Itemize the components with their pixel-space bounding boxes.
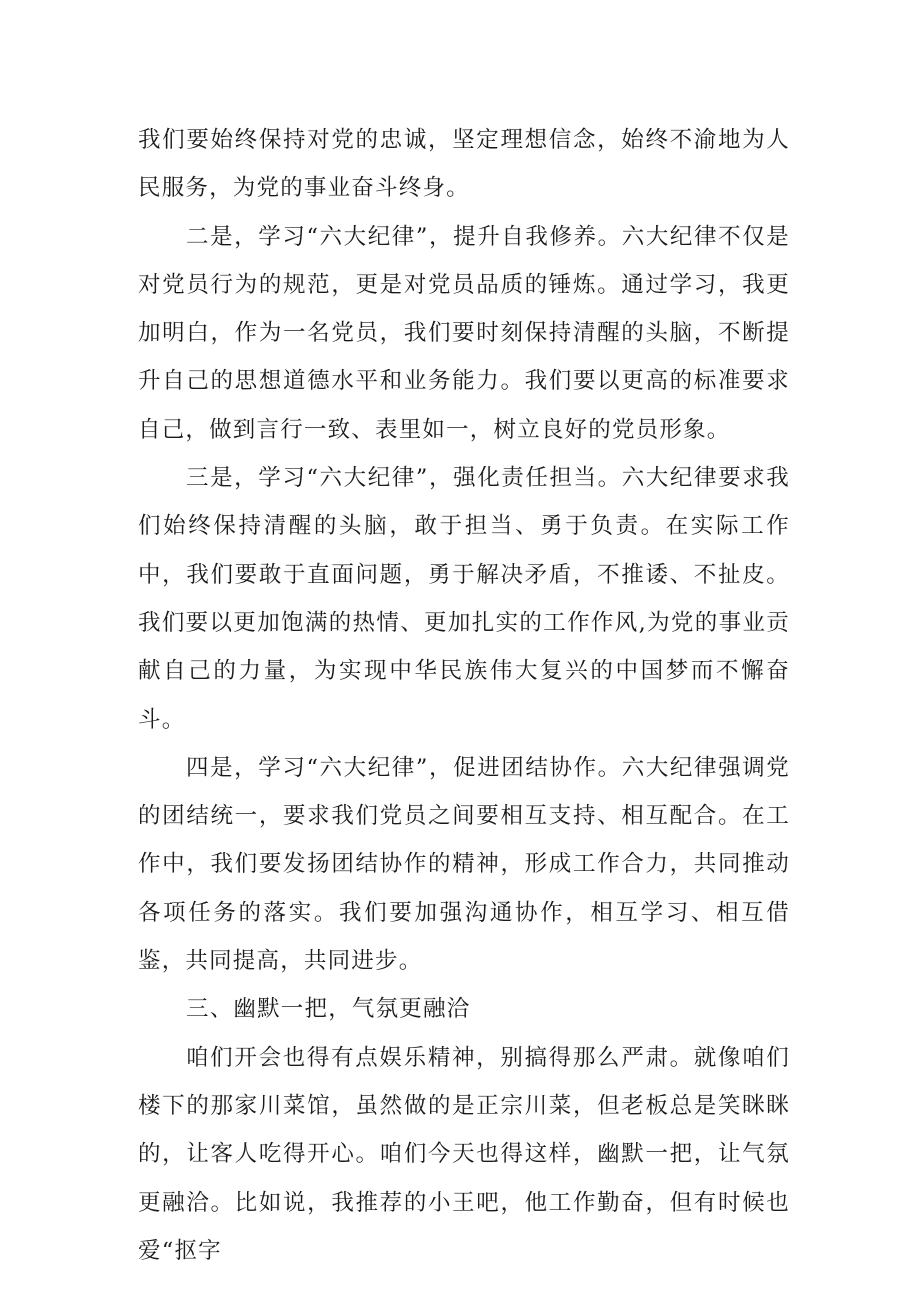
paragraph-humor: 咱们开会也得有点娱乐精神，别搞得那么严肃。就像咱们楼下的那家川菜馆，虽然做的是正宗川菜，但老板总是笑眯眯的，让客人吃得开心。咱们今天也得这样，幽默一把，让气氛更融洽。比如说，我推荐的小王吧，他工作勤奋，但有时候也爱“抠字 <box>138 1044 790 1264</box>
paragraph-responsibility: 三是，学习“六大纪律”，强化责任担当。六大纪律要求我们始终保持清醒的头脑，敢于担当、勇于负责。在实际工作中，我们要敢于直面问题，勇于解决矛盾，不推诿、不扯皮。我们要以更加饱满的热情、更加扎实的工作作风,为党的事业贡献自己的力量，为实现中华民族伟大复兴的中国梦而不懈奋斗。 <box>138 465 790 733</box>
section-heading-humor: 三、幽默一把，气氛更融洽 <box>186 996 471 1023</box>
paragraph-self-cultivation: 二是，学习“六大纪律”，提升自我修养。六大纪律不仅是对党员行为的规范，更是对党员品质的锤炼。通过学习，我更加明白，作为一名党员，我们要时刻保持清醒的头脑，不断提升自己的思想道德水平和业务能力。我们要以更高的标准要求自己，做到言行一致、表里如一，树立良好的党员形象。 <box>138 223 790 443</box>
paragraph-loyalty: 我们要始终保持对党的忠诚，坚定理想信念，始终不渝地为人民服务，为党的事业奋斗终身。 <box>138 127 790 202</box>
paragraph-unity: 四是，学习“六大纪律”，促进团结协作。六大纪律强调党的团结统一，要求我们党员之间要相互支持、相互配合。在工作中，我们要发扬团结协作的精神，形成工作合力，共同推动各项任务的落实。我们要加强沟通协作，相互学习、相互借鉴，共同提高，共同进步。 <box>138 754 790 975</box>
document-body <box>138 116 790 1275</box>
